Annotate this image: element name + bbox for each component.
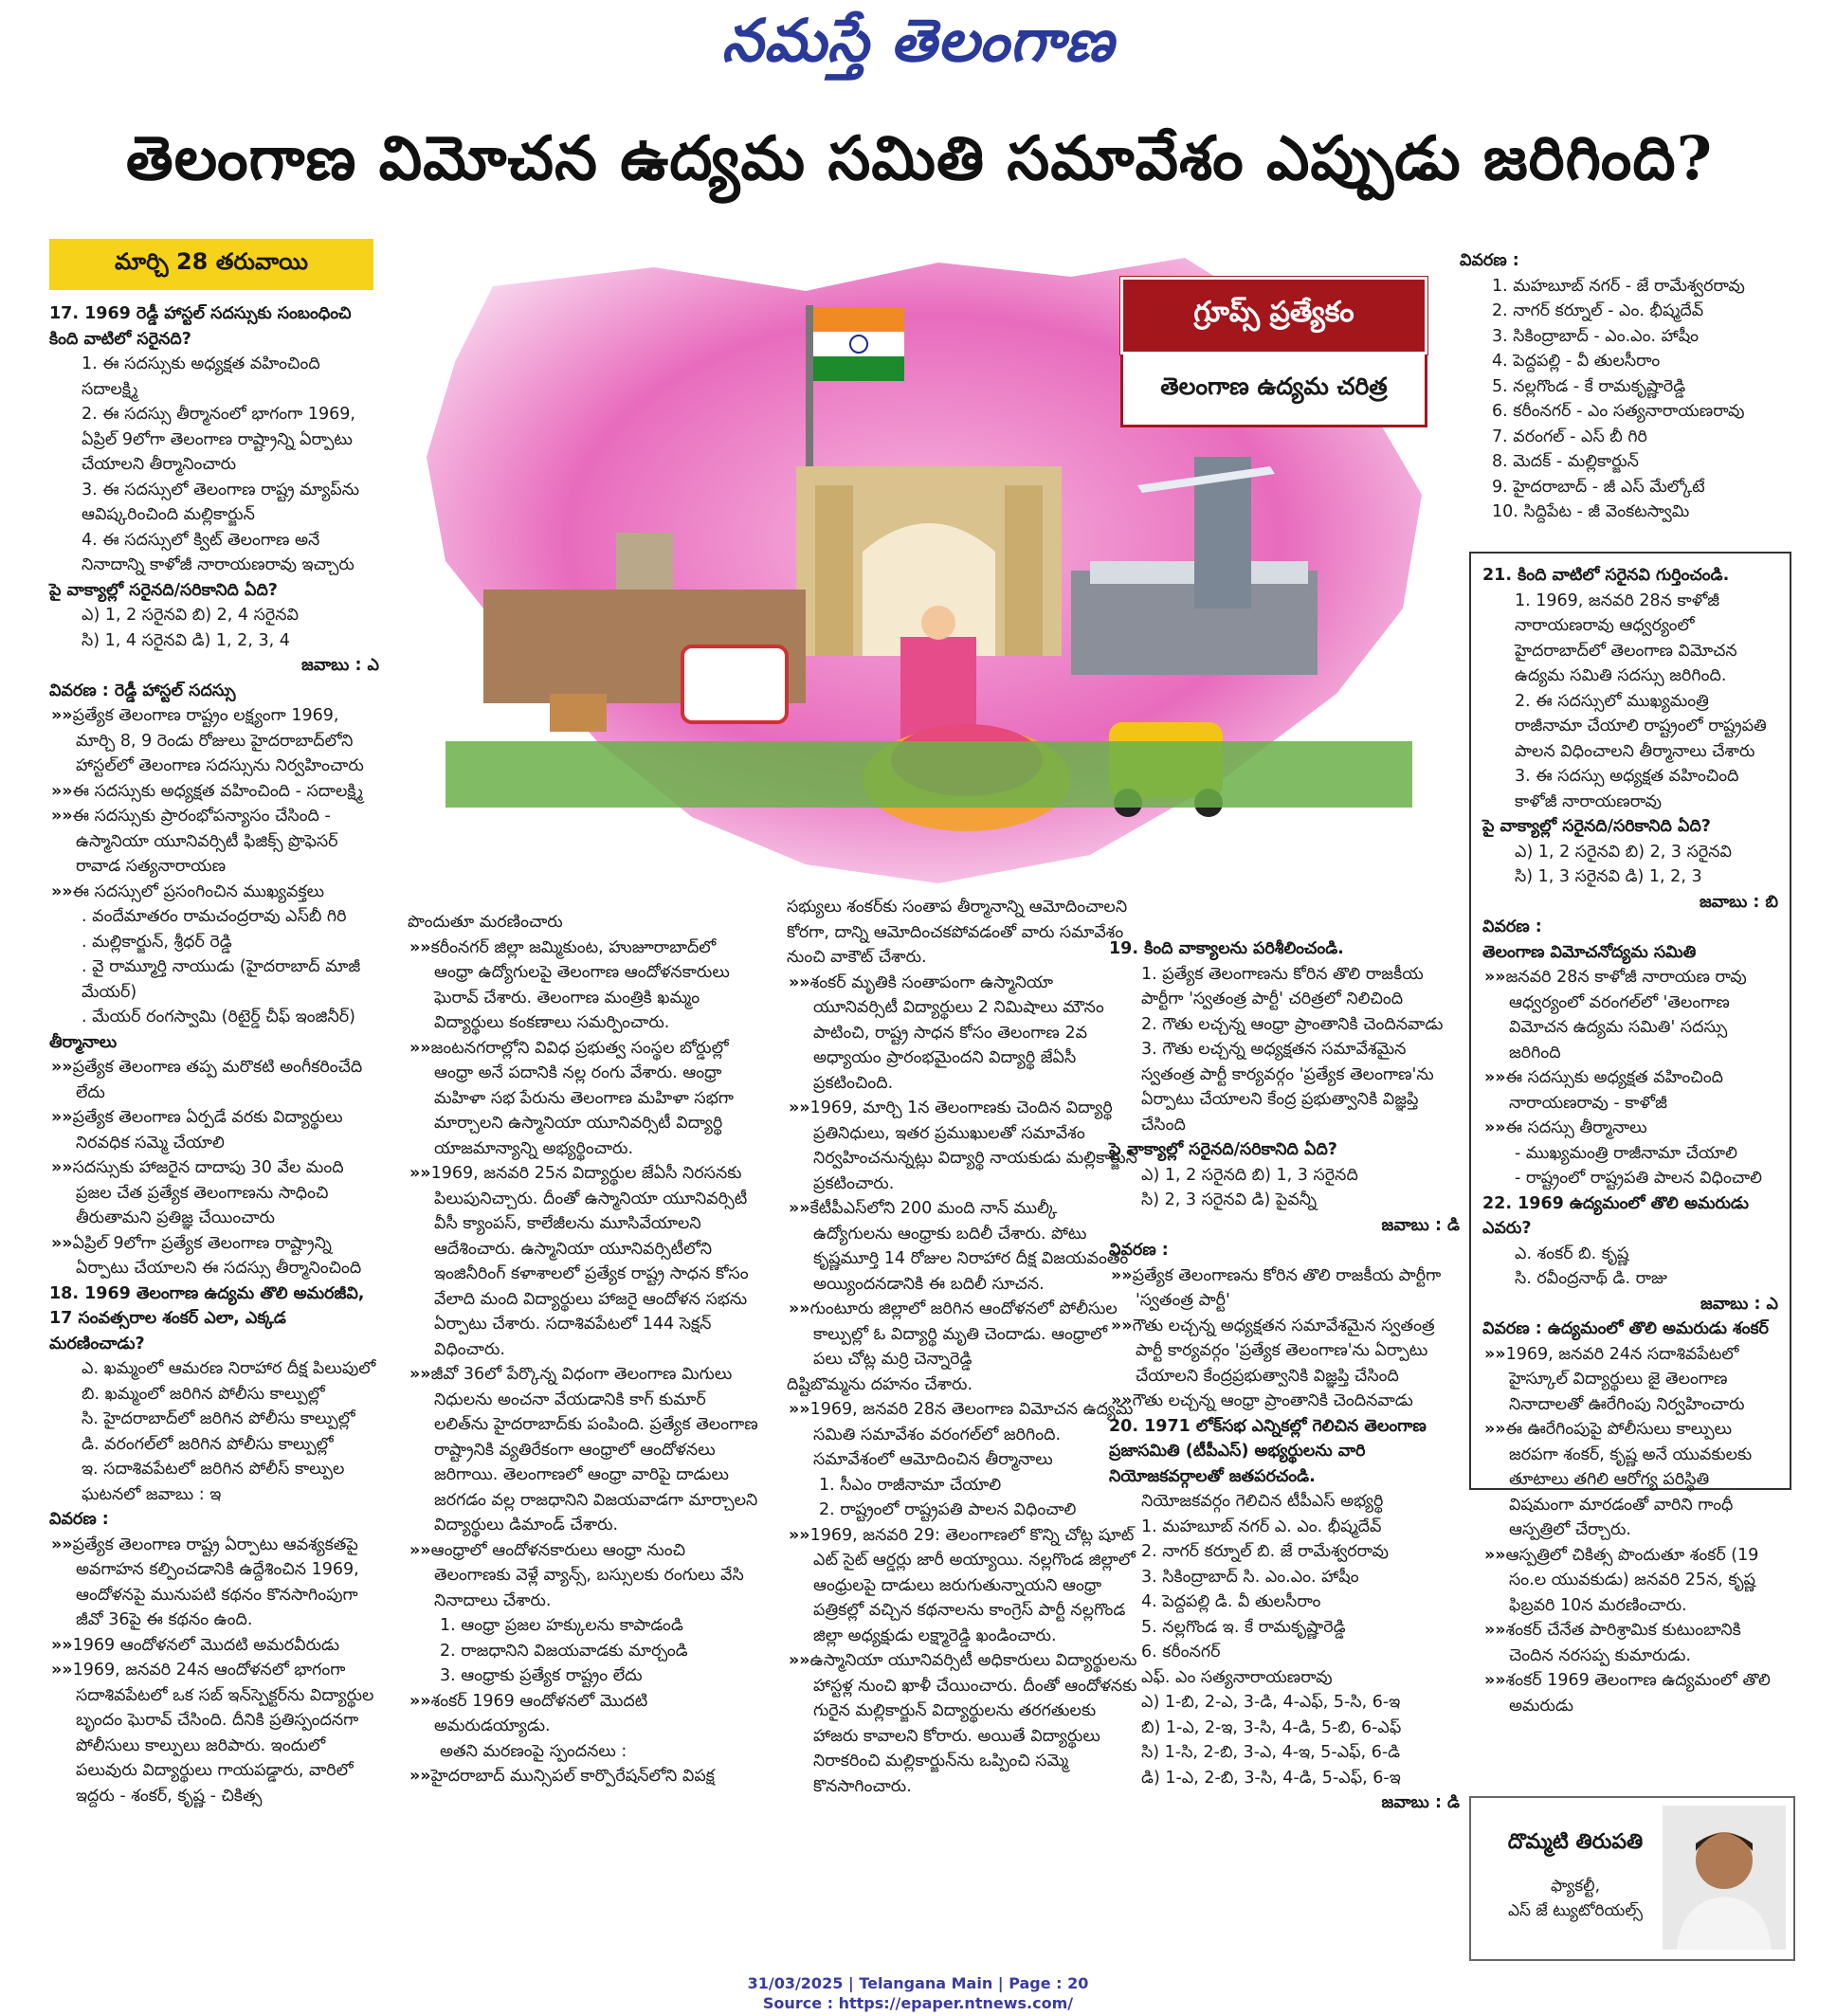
- col3-line: »» 1969, మార్చి 1న తెలంగాణకు చెందిన విద్యార్థి ప్రతినిధులు, ఇతర ప్రముఖులతో సమావేశం నిర్వహించనున్నట్లు విద్యార్థి నాయకుడు మల్లికార్జున్ ప్రకటించారు.: [787, 1096, 1137, 1196]
- question-21-22-box: [1469, 552, 1791, 1716]
- col5-line: 10. సిద్దిపేట - జీ వెంకటస్వామి: [1492, 502, 1690, 521]
- col3-line: »» 1969, జనవరి 29: తెలంగాణలో కొన్ని చోట్ల షూట్ ఎట్ సైట్ ఆర్డర్లు జారీ అయ్యాయి. నల్లగొండ జిల్లాలో ఆంధ్రులపై దాడులు జరుగుతున్నాయని ఆంధ్రా పత్రికల్లో వచ్చిన కథనాలను కాంగ్రెస్ పార్టీ నల్లగొండ జిల్లా అధ్యక్షుడు లక్ష్మారెడ్డి ఖండించారు.: [787, 1523, 1137, 1649]
- col4-line: »» గౌతు లచ్చన్న అధ్యక్షతన సమావేశమైన స్వతంత్ర పార్టీ కార్యవర్గం 'ప్రత్యేక తెలంగాణ'ను ఏర్పాటు చేయాలని కేంద్రప్రభుత్వానికి విజ్ఞప్తి చేసింది: [1109, 1314, 1460, 1389]
- col2-line: »» కరీంనగర్ జిల్లా జమ్మికుంట, హుజూరాబాద్‌లో ఆంధ్రా ఉద్యోగులపై తెలంగాణ ఆందోళనకారులు ఘెరావ్ చేశారు. తెలంగాణ మంత్రికి ఖమ్మం విద్యార్థులు కంకణాలు సమర్పించారు.: [408, 935, 758, 1036]
- col6-line: »» ఈ సదస్సు తీర్మానాలు: [1482, 1116, 1778, 1141]
- col5-line: 1. మహబూబ్ నగర్ - జే రామేశ్వరరావు: [1492, 276, 1745, 296]
- col4-line: 6. కరీంనగర్: [1141, 1643, 1221, 1662]
- column-3: [787, 895, 1137, 1799]
- badge-title: గ్రూప్స్ ప్రత్యేకం: [1120, 277, 1427, 354]
- col3-line: »» కేటీపీఎస్‌లోని 200 మంది నాన్ ముల్కీ ఉద్యోగులను ఆంధ్రాకు బదిలీ చేశారు. పోటు కృష్ణమూర్తి 14 రోజుల నిరాహార దీక్ష విజయవంతం అయ్యిందనడానికి ఈ బదిలీ సూచన.: [787, 1196, 1137, 1297]
- author-role: [1481, 1874, 1670, 1923]
- col4-line: ఎఫ్. ఎం సత్యనారాయణరావు: [1141, 1667, 1333, 1687]
- col1-line: ఇ. సదాశివపేటలో జరిగిన పోలీస్ కాల్పుల ఘటనలో జవాబు : ఇ: [82, 1460, 345, 1504]
- author-name: దొమ్మటి తిరుపతి: [1507, 1830, 1644, 1854]
- col3-line: దిష్టిబొమ్మను దహనం చేశారు.: [787, 1374, 973, 1394]
- col5-line: 5. నల్లగొండ - కే రామకృష్ణారెడ్డి: [1492, 376, 1686, 396]
- col4-line: సి) 1-సి, 2-బి, 3-ఎ, 4-ఇ, 5-ఎఫ్, 6-డి: [1141, 1743, 1401, 1762]
- col1-line: 4. ఈ సదస్సులో క్విట్ తెలంగాణ అనే నినాదాన్ని కాళోజీ నారాయణరావు ఇచ్చారు: [82, 530, 354, 574]
- col1-line: 3. ఈ సదస్సులో తెలంగాణ రాష్ట్ర మ్యాప్‌ను ఆవిష్కరించింది మల్లికార్జున్: [82, 480, 360, 524]
- column-2: [408, 910, 758, 1789]
- col1-line: »» ప్రత్యేక తెలంగాణ ఏర్పడే వరకు విద్యార్థులు నిరవధిక సమ్మె చేయాలి: [49, 1105, 379, 1155]
- col6-line: »» 1969, జనవరి 24న సదాశివపేటలో హైస్కూల్ విద్యార్థులు జై తెలంగాణ నినాదాలతో ఊరేగింపు నిర్వహించారు: [1482, 1342, 1778, 1418]
- masthead-logo: నమస్తే తెలంగాణ: [721, 6, 1115, 75]
- col5-line: 2. నాగర్ కర్నూల్ - ఎం. భీష్మదేవ్: [1492, 301, 1704, 320]
- col4-line: సి) 2, 3 సరైనవి డి) పైవన్నీ: [1141, 1190, 1318, 1209]
- col1-line: . వై రామ్మూర్తి నాయుడు (హైదరాబాద్ మాజీ మేయర్): [82, 957, 361, 1002]
- col6-line: »» ఆస్పత్రిలో చికిత్స పొందుతూ శంకర్ (19 సం.ల యువకుడు) జనవరి 25న, కృష్ణ ఫిబ్రవరి 10న మరణించారు.: [1482, 1543, 1778, 1619]
- col2-line: 2. రాజధానిని విజయవాడకు మార్చండి: [440, 1641, 688, 1661]
- footer-source-line: Source : https://epaper.ntnews.com/: [762, 1994, 1074, 2012]
- col3-line: »» ఉస్మానియా యూనివర్సిటీ అధికారులు విద్యార్థులను హాస్టళ్ల నుంచి ఖాళీ చేయించారు. దీంతో ఆందోళనకు గురైన మల్లికార్జున్ విద్యార్థులను తరగతులకు హాజరు కావాలని కోరారు. అయితే విద్యార్థులు నిరాకరించి మల్లికార్జున్‌ను ఒప్పించి సమ్మె కొనసాగించారు.: [787, 1648, 1137, 1799]
- col6-line: 21. కింది వాటిలో సరైనవి గుర్తించండి.: [1482, 566, 1730, 585]
- col2-line: »» ఆంధ్రాలో ఆందోళనకారులు ఆంధ్రా నుంచి తెలంగాణకు వెళ్లే వ్యాన్స్, బస్సులకు రంగులు వేసి నినాదాలు చేశారు.: [408, 1538, 758, 1614]
- col1-line: సి) 1, 4 సరైనవి డి) 1, 2, 3, 4: [82, 630, 290, 650]
- col1-line: సి. హైదరాబాద్‌లో జరిగిన పోలీసు కాల్పుల్లో: [82, 1409, 355, 1428]
- col6-line: 22. 1969 ఉద్యమంలో తొలి అమరుడు ఎవరు?: [1482, 1193, 1749, 1238]
- col1-line: 17. 1969 రెడ్డీ హాస్టల్ సదస్సుకు సంబంధించి కింది వాటిలో సరైనది?: [49, 304, 352, 349]
- col6-line: »» ఈ సదస్సుకు అధ్యక్షత వహించింది నారాయణరావు - కాళోజీ: [1482, 1065, 1778, 1116]
- col1-line: 1. ఈ సదస్సుకు అధ్యక్షత వహించింది సదాలక్ష్మి: [82, 354, 320, 399]
- col6-line: జవాబు : ఎ: [1700, 1294, 1778, 1314]
- col1-line: డి. వరంగల్‌లో జరిగిన పోలీసు కాల్పుల్లో: [82, 1434, 334, 1454]
- col1-line: »» సదస్సుకు హాజరైన దాదాపు 30 వేల మంది ప్రజల చేత ప్రత్యేక తెలంగాణను సాధించి తీరుతామని ప్రతిజ్ఞ చేయించారు: [49, 1155, 379, 1231]
- col3-line: 2. రాష్ట్రంలో రాష్ట్రపతి పాలన విధించాలి: [819, 1500, 1077, 1519]
- col3-line: సభ్యులు శంకర్‌కు సంతాప తీర్మానాన్ని ఆమోదించాలని కోరగా, దాన్ని ఆమోదించకపోవడంతో వారు సమావేశం నుంచి వాకౌట్ చేశారు.: [787, 898, 1128, 967]
- col1-line: »» ప్రత్యేక తెలంగాణ రాష్ట్ర ఏర్పాటు ఆవశ్యకతపై అవగాహన కల్పించడానికి ఉద్దేశించిన 1969, ఆందోళనపై మునుపటి కథనం కొనసాగింపుగా జీవో 36పై ఈ కథనం ఉంది.: [49, 1533, 379, 1633]
- col4-line: పై వాక్యాల్లో సరైనది/సరికానిది ఏది?: [1109, 1140, 1337, 1159]
- col1-line: »» ఈ సదస్సుకు అధ్యక్షత వహించింది - సదాలక్ష్మి: [49, 779, 379, 805]
- col3-line: »» గుంటూరు జిల్లాలో జరిగిన ఆందోళనలో పోలీసుల కాల్పుల్లో ఓ విద్యార్థి మృతి చెందాడు. ఆంధ్రాలో పలు చోట్ల మర్రి చెన్నారెడ్డి: [787, 1297, 1137, 1372]
- col1-line: వివరణ :: [49, 1510, 109, 1529]
- col3-line: »» 1969, జనవరి 28న తెలంగాణ విమోచన ఉద్యమ సమితి సమావేశం వరంగల్‌లో జరిగింది. సమావేశంలో ఆమోదించిన తీర్మానాలు: [787, 1397, 1137, 1473]
- col4-line: 5. నల్లగొండ ఇ. కే రామకృష్ణారెడ్డి: [1141, 1617, 1346, 1637]
- col2-line: »» హైదరాబాద్ మున్సిపల్ కార్పొరేషన్‌లోని విపక్ష: [408, 1764, 758, 1789]
- col2-line: »» శంకర్ 1969 ఆందోళనలో మొదటి అమరుడయ్యాడు.: [408, 1689, 758, 1739]
- page-footer: [0, 1973, 1836, 2013]
- col4-line: జవాబు : డి: [1381, 1215, 1460, 1235]
- col1-line: »» ఏప్రిల్ 9లోగా ప్రత్యేక తెలంగాణ రాష్ట్రాన్ని ఏర్పాటు చేయాలని ఈ సదస్సు తీర్మానించింది: [49, 1231, 379, 1281]
- col1-line: జవాబు : ఎ: [301, 656, 379, 675]
- column-1: [49, 301, 379, 1808]
- col4-line: వివరణ :: [1109, 1241, 1169, 1260]
- col4-line: నియోజకవర్గం గెలిచిన టీపీఎస్ అభ్యర్థి: [1141, 1492, 1384, 1511]
- col6-line: 2. ఈ సదస్సులో ముఖ్యమంత్రి రాజీనామా చేయాలి రాష్ట్రంలో రాష్ట్రపతి పాలన విధించాలని తీర్మానాలు చేశారు: [1515, 691, 1767, 761]
- groups-badge: [1120, 277, 1427, 428]
- author-role-line-1: ఫ్యాకల్టీ,: [1550, 1877, 1601, 1896]
- col4-line: 4. పెద్దపల్లి డి. వీ తులసీరాం: [1141, 1592, 1321, 1611]
- col6-line: 3. ఈ సదస్సు అధ్యక్షత వహించింది కాళోజీ నారాయణరావు: [1515, 767, 1739, 811]
- col4-line: 3. సికింద్రాబాద్ సి. ఎం.ఎం. హాషీం: [1141, 1567, 1359, 1587]
- col4-line: ఎ) 1, 2 సరైనది బి) 1, 3 సరైనది: [1141, 1165, 1358, 1185]
- col1-line: . వందేమాతరం రామచంద్రరావు ఎస్‌బీ గిరి: [82, 907, 347, 926]
- col6-line: »» ఈ ఊరేగింపుపై పోలీసులు కాల్పులు జరపగా శంకర్, కృష్ణ అనే యువకులకు తూటాలు తగిలి ఆరోగ్య పరిస్థితి విషమంగా మారడంతో వారిని గాంధీ ఆస్పత్రిలో చేర్చారు.: [1482, 1417, 1778, 1543]
- continuation-tag: మార్చి 28 తరువాయి: [49, 239, 373, 290]
- col6-line: 1. 1969, జనవరి 28న కాళోజీ నారాయణరావు ఆధ్వర్యంలో హైదరాబాద్‌లో తెలంగాణ విమోచన ఉద్యమ సమితి సదస్సు జరిగింది.: [1515, 590, 1737, 685]
- author-role-line-2: ఎస్ జే ట్యుటోరియల్స్: [1507, 1901, 1644, 1920]
- column-4: [1109, 936, 1460, 1816]
- col5-line: 4. పెద్దపల్లి - వీ తులసీరాం: [1492, 352, 1661, 371]
- col4-line: బి) 1-ఎ, 2-ఇ, 3-సి, 4-డి, 5-బి, 6-ఎఫ్: [1141, 1717, 1402, 1737]
- masthead: [0, 0, 1836, 90]
- col1-line: వివరణ : రెడ్డీ హాస్టల్ సదస్సు: [49, 681, 236, 700]
- col6-line: వివరణ :: [1482, 917, 1542, 936]
- col5-line: 7. వరంగల్ - ఎస్ బీ గిరి: [1492, 427, 1647, 446]
- col1-line: »» 1969 ఆందోళనలో మొదటి అమరవీరుడు: [49, 1633, 379, 1659]
- col4-line: 3. గౌతు లచ్చన్న అధ్యక్షతన సమావేశమైన స్వతంత్ర పార్టీ కార్యవర్గం 'ప్రత్యేక తెలంగాణ'ను ఏర్పాటు చేయాలని కేంద్ర ప్రభుత్వానికి విజ్ఞప్తి చేసింది: [1141, 1040, 1434, 1135]
- col1-line: . మేయర్ రంగస్వామి (రిటైర్డ్ చీఫ్ ఇంజినీర్): [82, 1008, 355, 1026]
- col5-line: 9. హైదరాబాద్ - జీ ఎస్ మేల్కోటే: [1492, 477, 1705, 497]
- col2-line: 3. ఆంధ్రాకు ప్రత్యేక రాష్ట్రం లేదు: [440, 1666, 643, 1685]
- col4-line: 20. 1971 లోక్‌సభ ఎన్నికల్లో గెలిచిన తెలంగాణ ప్రజాసమితి (టీపీఎస్) అభ్యర్థులను వారి నియోజకవర్గాలతో జతపరచండి.: [1109, 1416, 1427, 1486]
- badge-subtitle: తెలంగాణ ఉద్యమ చరిత్ర: [1120, 354, 1427, 427]
- col1-line: ఎ) 1, 2 సరైనవి బి) 2, 4 సరైనవి: [82, 606, 299, 625]
- col6-line: సి. రవీంద్రనాథ్ డి. రాజు: [1515, 1269, 1667, 1288]
- author-card: [1469, 1796, 1795, 1961]
- col2-line: »» జంటనగరాల్లోని వివిధ ప్రభుత్వ సంస్థల బోర్డుల్లో ఆంధ్రా అనే పదానికి నల్ల రంగు వేశారు. ఆంధ్రా మహిళా సభ పేరును తెలంగాణ మహిళా సభగా మార్చాలని ఉస్మానియా యూనివర్సిటీ విద్యార్థి యాజమాన్యాన్ని అభ్యర్థించారు.: [408, 1036, 758, 1162]
- headline-text: తెలంగాణ విమోచన ఉద్యమ సమితి సమావేశం ఎప్పుడు జరిగింది?: [125, 123, 1714, 194]
- col4-line: 1. ప్రత్యేక తెలంగాణను కోరిన తొలి రాజకీయ పార్టీగా 'స్వతంత్ర పార్టీ' చరిత్రలో నిలిచింది: [1141, 964, 1424, 1008]
- col6-line: తెలంగాణ విమోచనోద్యమ సమితి: [1482, 942, 1697, 962]
- footer-date-line: 31/03/2025 | Telangana Main | Page : 20: [747, 1974, 1089, 1992]
- col2-line: అతని మరణంపై స్పందనలు :: [440, 1741, 627, 1761]
- col4-line: »» ప్రత్యేక తెలంగాణను కోరిన తొలి రాజకీయ పార్టీగా 'స్వతంత్ర పార్టీ': [1109, 1263, 1460, 1314]
- col3-line: 1. సీఎం రాజీనామా చేయాలి: [819, 1475, 1002, 1495]
- col5-line: 6. కరీంనగర్ - ఎం సత్యనారాయణరావు: [1492, 402, 1745, 421]
- column-5: [1460, 248, 1791, 525]
- col4-line: 1. మహబూబ్ నగర్ ఎ. ఎం. భీష్మదేవ్: [1141, 1517, 1382, 1536]
- col6-line: ఎ) 1, 2 సరైనవి బి) 2, 3 సరైనవి: [1515, 842, 1732, 862]
- col6-line: »» జనవరి 28న కాళోజీ నారాయణ రావు ఆధ్వర్యంలో వరంగల్‌లో 'తెలంగాణ విమోచన ఉద్యమ సమితి' సదస్సు జరిగింది: [1482, 965, 1778, 1065]
- col6-line: పై వాక్యాల్లో సరైనది/సరికానిది ఏది?: [1482, 817, 1711, 836]
- col4-line: ఎ) 1-బి, 2-ఎ, 3-డి, 4-ఎఫ్, 5-సి, 6-ఇ: [1141, 1693, 1401, 1712]
- col5-line: 3. సికింద్రాబాద్ - ఎం.ఎం. హాషీం: [1492, 326, 1700, 346]
- col6-line: ఎ. శంకర్ బి. కృష్ణ: [1515, 1244, 1629, 1263]
- col6-line: - రాష్ట్రంలో రాష్ట్రపతి పాలన విధించాలి: [1515, 1169, 1762, 1188]
- col6-line: »» శంకర్ 1969 తెలంగాణ ఉద్యమంలో తొలి అమరుడు: [1482, 1668, 1778, 1718]
- col1-line: . మల్లికార్జున్, శ్రీధర్ రెడ్డి: [82, 932, 232, 952]
- col2-line: »» 1969, జనవరి 25న విద్యార్థుల జేఏసీ నిరసనకు పిలుపునిచ్చారు. దీంతో ఉస్మానియా యూనివర్సిటీ వీసీ క్యాంపస్, కాలేజీలను మూసివేయాలని ఆదేశించారు. ఉస్మానియా యూనివర్సిటీలోని ఇంజినీరింగ్ కళాశాలలో ప్రత్యేక రాష్ట్ర సాధన కోసం వేలాది మంది విద్యార్థులు హాజరై ఆందోళన సభను ఏర్పాటు చేశారు. సదాశివపేటలో 144 సెక్షన్ విధించారు.: [408, 1161, 758, 1362]
- col2-line: »» జీవో 36లో పేర్కొన్న విధంగా తెలంగాణ మిగులు నిధులను అంచనా వేయడానికి కాగ్ కుమార్ లలిత్‌ను హైదరాబాద్‌కు పంపింది. ప్రత్యేక తెలంగాణ రాష్ట్రానికి వ్యతిరేకంగా ఆంధ్రాలో ఆందోళనలు జరిగాయి. తెలంగాణలో ఆంధ్రా వారిపై దాడులు జరగడం వల్ల రాజధానిని విజయవాడగా మార్చాలని విద్యార్థులు డిమాండ్ చేశారు.: [408, 1362, 758, 1538]
- col5-line: 8. మెదక్ - మల్లికార్జున్: [1492, 452, 1639, 471]
- col6-line: సి) 1, 3 సరైనవి డి) 1, 2, 3: [1515, 867, 1702, 886]
- col2-line: పొందుతూ మరణించారు: [408, 913, 563, 932]
- col5-line: వివరణ :: [1460, 251, 1519, 270]
- col1-line: 2. ఈ సదస్సు తీర్మానంలో భాగంగా 1969, ఏప్రిల్ 9లోగా తెలంగాణ రాష్ట్రాన్ని ఏర్పాటు చేయాలని తీర్మానించారు: [82, 405, 355, 474]
- col1-line: ఎ. ఖమ్మంలో ఆమరణ నిరాహార దీక్ష పిలుపులో: [82, 1359, 376, 1378]
- col3-line: »» శంకర్ మృతికి సంతాపంగా ఉస్మానియా యూనివర్సిటీ విద్యార్థులు 2 నిమిషాలు మౌనం పాటించి, రాష్ట్ర సాధన కోసం తెలంగాణ 2వ అధ్యాయం ప్రారంభమైందని విద్యార్థి జేఏసీ ప్రకటించింది.: [787, 971, 1137, 1097]
- headline: [38, 123, 1801, 227]
- col6-line: వివరణ : ఉద్యమంలో తొలి అమరుడు శంకర్: [1482, 1319, 1770, 1338]
- col4-line: 2. గౌతు లచ్చన్న ఆంధ్రా ప్రాంతానికి చెందినవాడు: [1141, 1014, 1444, 1034]
- col1-line: »» ప్రత్యేక తెలంగాణ రాష్ట్రం లక్ష్యంగా 1969, మార్చి 8, 9 రెండు రోజులు హైదరాబాద్‌లోని హాస్టల్‌లో తెలంగాణ సదస్సును నిర్వహించారు: [49, 703, 379, 779]
- col1-line: »» ప్రత్యేక తెలంగాణ తప్ప మరొకటి అంగీకరించేది లేదు: [49, 1055, 379, 1105]
- col1-line: పై వాక్యాల్లో సరైనది/సరికానిది ఏది?: [49, 580, 278, 600]
- col6-line: జవాబు : బి: [1700, 892, 1778, 912]
- col1-line: »» ఈ సదస్సుకు ప్రారంభోపన్యాసం చేసింది - ఉస్మానియా యూనివర్సిటీ ఫిజిక్స్ ప్రొఫెసర్ రావాడ సత్యనారాయణ: [49, 804, 379, 880]
- author-photo: [1663, 1806, 1786, 1950]
- col2-line: 1. ఆంధ్రా ప్రజల హక్కులను కాపాడండి: [440, 1616, 683, 1635]
- col1-line: »» ఈ సదస్సులో ప్రసంగించిన ముఖ్యవక్తలు: [49, 880, 379, 905]
- col1-line: బి. ఖమ్మంలో జరిగిన పోలీసు కాల్పుల్లో: [82, 1384, 325, 1404]
- col6-line: »» శంకర్ చేనేత పారిశ్రామిక కుటుంబానికి చెందిన నరసప్ప కుమారుడు.: [1482, 1618, 1778, 1668]
- col4-line: 19. కింది వాక్యాలను పరిశీలించండి.: [1109, 939, 1344, 958]
- col4-line: 2. నాగర్ కర్నూల్ బి. జే రామేశ్వరరావు: [1141, 1542, 1389, 1561]
- col4-line: జవాబు : డి: [1381, 1793, 1460, 1812]
- col1-line: 18. 1969 తెలంగాణ ఉద్యమ తొలి అమరజీవి, 17 సంవత్సరాల శంకర్ ఎలా, ఎక్కడ మరణించాడు?: [49, 1283, 365, 1353]
- col1-line: తీర్మానాలు: [49, 1032, 118, 1052]
- col4-line: డి) 1-ఎ, 2-బి, 3-సి, 4-డి, 5-ఎఫ్, 6-ఇ: [1141, 1768, 1401, 1788]
- col6-line: - ముఖ్యమంత్రి రాజీనామా చేయాలి: [1515, 1143, 1737, 1163]
- col1-line: »» 1969, జనవరి 24న ఆందోళనలో భాగంగా సదాశివపేటలో ఒక సబ్ ఇన్‌స్పెక్టర్‌ను విద్యార్థుల బృందం ఘెరావ్ చేసింది. దీనికి ప్రతిస్పందనగా పోలీసులు కాల్పులు జరిపారు. ఇందులో పలువురు విద్యార్థులు గాయపడ్డారు, వారిలో ఇద్దరు - శంకర్, కృష్ణ - చికిత్స: [49, 1658, 379, 1808]
- col4-line: »» గౌతు లచ్చన్న ఆంధ్రా ప్రాంతానికి చెందినవాడు: [1109, 1389, 1460, 1414]
